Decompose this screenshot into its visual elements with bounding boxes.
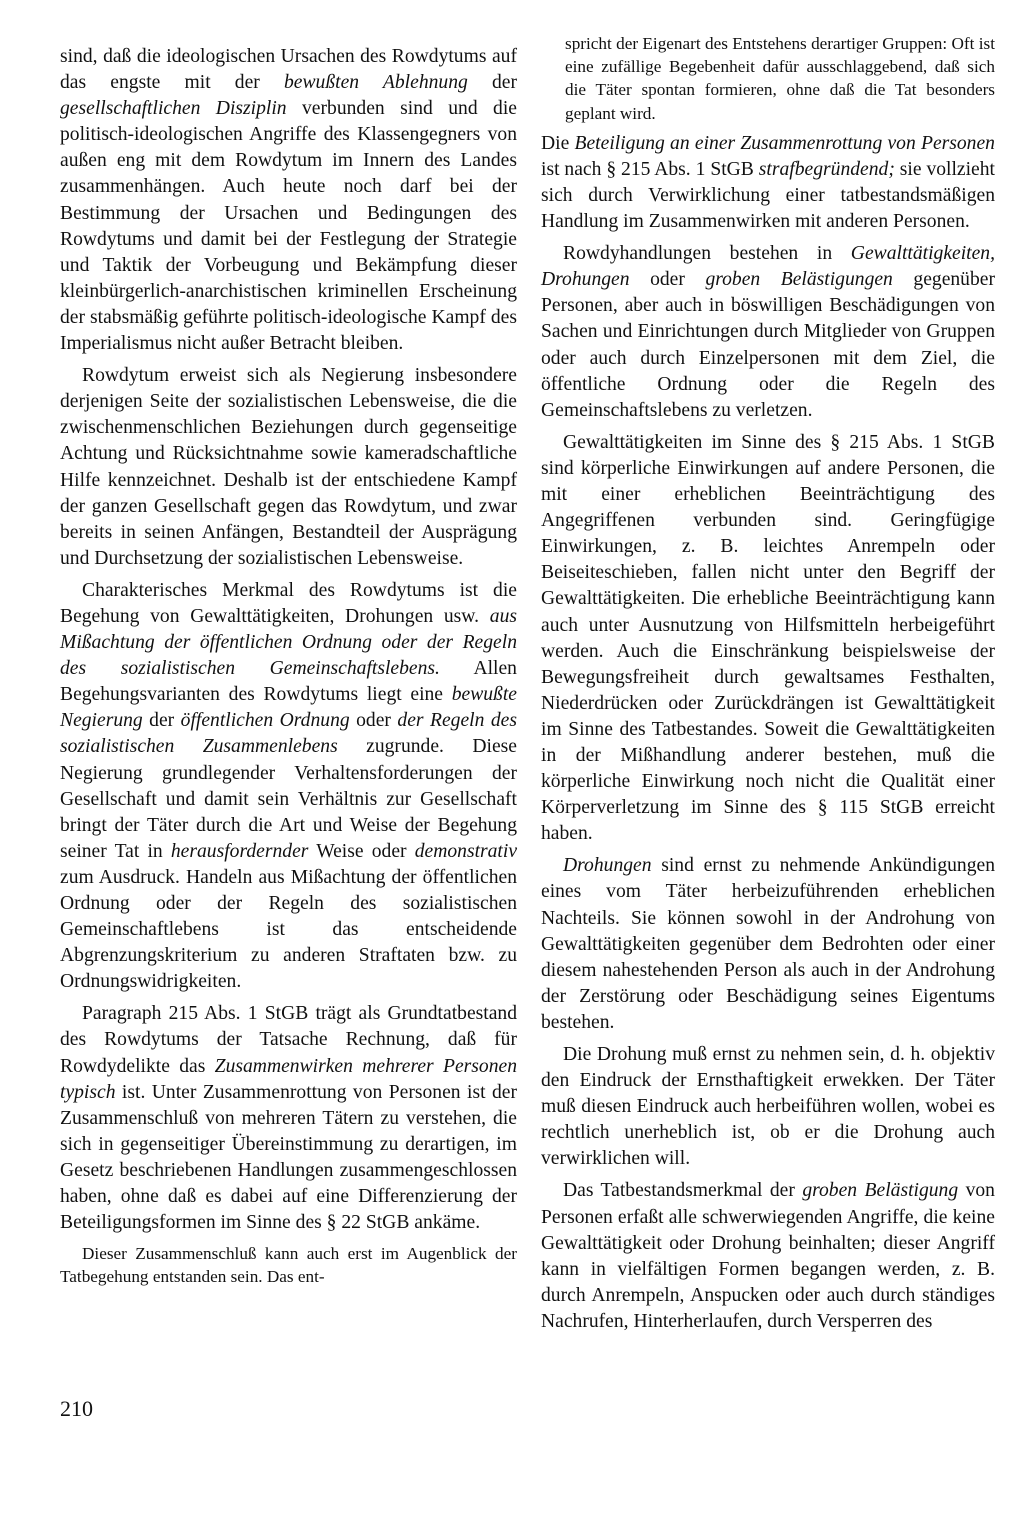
paragraph: Paragraph 215 Abs. 1 StGB trägt als Grundtatbestand des Rowdytums der Tatsache Rechnung, daß für Rowdydelikte das Zusammenwirken mehrerer Personen typisch ist. Unter Zusammenrottung von Personen ist der Zusammenschluß von mehreren Tätern zu verstehen, die sich in gegenseitiger Übereinstimmung zu derartigen, im Gesetz beschriebenen Handlungen zusammengeschlossen haben, ohne daß es dabei auf eine Differenzierung der Beteiligungsformen im Sinne des § 22 StGB ankäme. xyxy=(60,1003,517,1234)
paragraph: Gewalttätigkeiten im Sinne des § 215 Abs. 1 StGB sind körperliche Einwirkungen auf andere Personen, die mit einer erheblichen Beeinträchtigung des Angegriffenen verbunden sind. Geringfügige Einwirkungen, z. B. leichtes Anrempeln oder Beiseiteschieben, fallen nicht unter den Begriff der Gewalttätigkeiten. Die erhebliche Beeinträchtigung kann auch unter Ausnutzung von Hilfsmitteln herbeigeführt werden. Auch die Einschränkung beispielsweise der Bewegungsfreiheit durch gewaltsames Festhalten, Niederdrücken oder Zurückdrängen ist Gewalttätigkeit im Sinne des Tatbestandes. Soweit die Gewalttätigkeiten in der Mißhandlung anderer bestehen, muß die körperliche Einwirkung noch nicht die Qualität einer Körperverletzung im Sinne des § 115 StGB erreicht haben. xyxy=(541,431,995,845)
paragraph: Rowdytum erweist sich als Negierung insbesondere derjenigen Seite der sozialistischen Lebensweise, die die zwischenmenschlichen Beziehungen durch gegenseitige Achtung und Rücksichtnahme sowie kameradschaftliche Hilfe kennzeichnet. Deshalb ist der entschiedene Kampf der ganzen Gesellschaft gegen das Rowdytum, und zwar bereits in seinen Anfängen, Bestandteil der Ausprägung und Durchsetzung der sozialistischen Lebensweise. xyxy=(60,365,517,569)
page-number: 210 xyxy=(60,1396,93,1421)
paragraph: sind, daß die ideologischen Ursachen des Rowdytums auf das engste mit der bewußten Ablehnung der gesellschaftlichen Disziplin verbunden sind und die politisch-ideologischen Angriffe des Klassengegners von außen eng mit dem Rowdytum im Innern des Landes zusammenhängen. Auch heute noch darf bei der Bestimmung der Ursachen und Bedingungen des Rowdytums und damit bei der Festlegung der Strategie und Taktik der Vorbeugung und Bekämpfung dieser kleinbürgerlich-anarchistischen kriminellen Erscheinung der stabsmäßig geführte politisch-ideologische Kampf des Imperialismus nicht außer Betracht bleiben. xyxy=(60,46,518,355)
paragraph: Drohungen sind ernst zu nehmende Ankündigungen eines vom Täter herbeizuführenden erheblichen Nachteils. Sie können sowohl in der Androhung von Gewalttätigkeiten gegenüber dem Bedrohten oder einer diesem nahestehenden Person als auch in der Androhung der Zerstörung oder Beschädigung seines Eigentums bestehen. xyxy=(541,855,995,1033)
paragraph: Rowdyhandlungen bestehen in Gewalttätigkeiten, Drohungen oder groben Belästigungen gegenüber Personen, aber auch in böswilligen Beschädigungen von Sachen und Einrichtungen durch Mitglieder von Gruppen oder auch durch Einzelpersonen mit dem Ziel, die öffentliche Ordnung oder die Regeln des Gemeinschaftslebens zu verletzen. xyxy=(541,243,995,421)
paragraph: Die Drohung muß ernst zu nehmen sein, d. h. objektiv den Eindruck der Ernsthaftigkeit erwekken. Der Täter muß diesen Eindruck auch herbeiführen wollen, wobei es rechtlich unerheblich ist, ob er die Drohung auch verwirklichen will. xyxy=(541,1044,995,1170)
left-text-column xyxy=(60,44,517,1295)
paragraph: spricht der Eigenart des Entstehens derartiger Gruppen: Oft ist eine zufällige Begebenheit dafür ausschlaggebend, daß sich die Täter spontan formieren, ohne daß die Tat besonders geplant wird. xyxy=(565,34,995,123)
paragraph: Dieser Zusammenschluß kann auch erst im Augenblick der Tatbegehung entstanden sein. Das ent- xyxy=(60,1244,517,1287)
paragraph: Charakterisches Merkmal des Rowdytums ist die Begehung von Gewalttätigkeiten, Drohungen usw. aus Mißachtung der öffentlichen Ordnung oder der Regeln des sozialistischen Gemeinschaftslebens. Allen Begehungsvarianten des Rowdytums liegt eine bewußte Negierung der öffentlichen Ordnung oder der Regeln des sozialistischen Zusammenlebens zugrunde. Diese Negierung grundlegender Verhaltensforderungen der Gesellschaft und damit sein Verhältnis zur Gesellschaft bringt der Täter durch die Art und Weise der Begehung seiner Tat in herausfordernder Weise oder demonstrativ zum Ausdruck. Handeln aus Mißachtung der öffentlichen Ordnung oder der Regeln des sozialistischen Gemeinschaftlebens ist das entscheidende Abgrenzungskriterium zu anderen Straftaten bzw. zu Ordnungswidrigkeiten. xyxy=(60,579,518,993)
right-text-column xyxy=(541,32,995,1341)
paragraph: Das Tatbestandsmerkmal der groben Belästigung von Personen erfaßt alle schwerwiegenden Angriffe, die keine Gewalttätigkeit oder Drohung beinhalten; dieser Angriff kann in vielfältigen Formen begangen werden, z. B. durch Anrempeln, Anspucken oder auch durch ständiges Nachrufen, Hinterherlaufen, durch Versperren des xyxy=(541,1180,995,1332)
paragraph: Die Beteiligung an einer Zusammenrottung von Personen ist nach § 215 Abs. 1 StGB strafbegründend; sie vollzieht sich durch Verwirklichung einer tatbestandsmäßigen Handlung im Zusammenwirken mit anderen Personen. xyxy=(541,132,995,233)
